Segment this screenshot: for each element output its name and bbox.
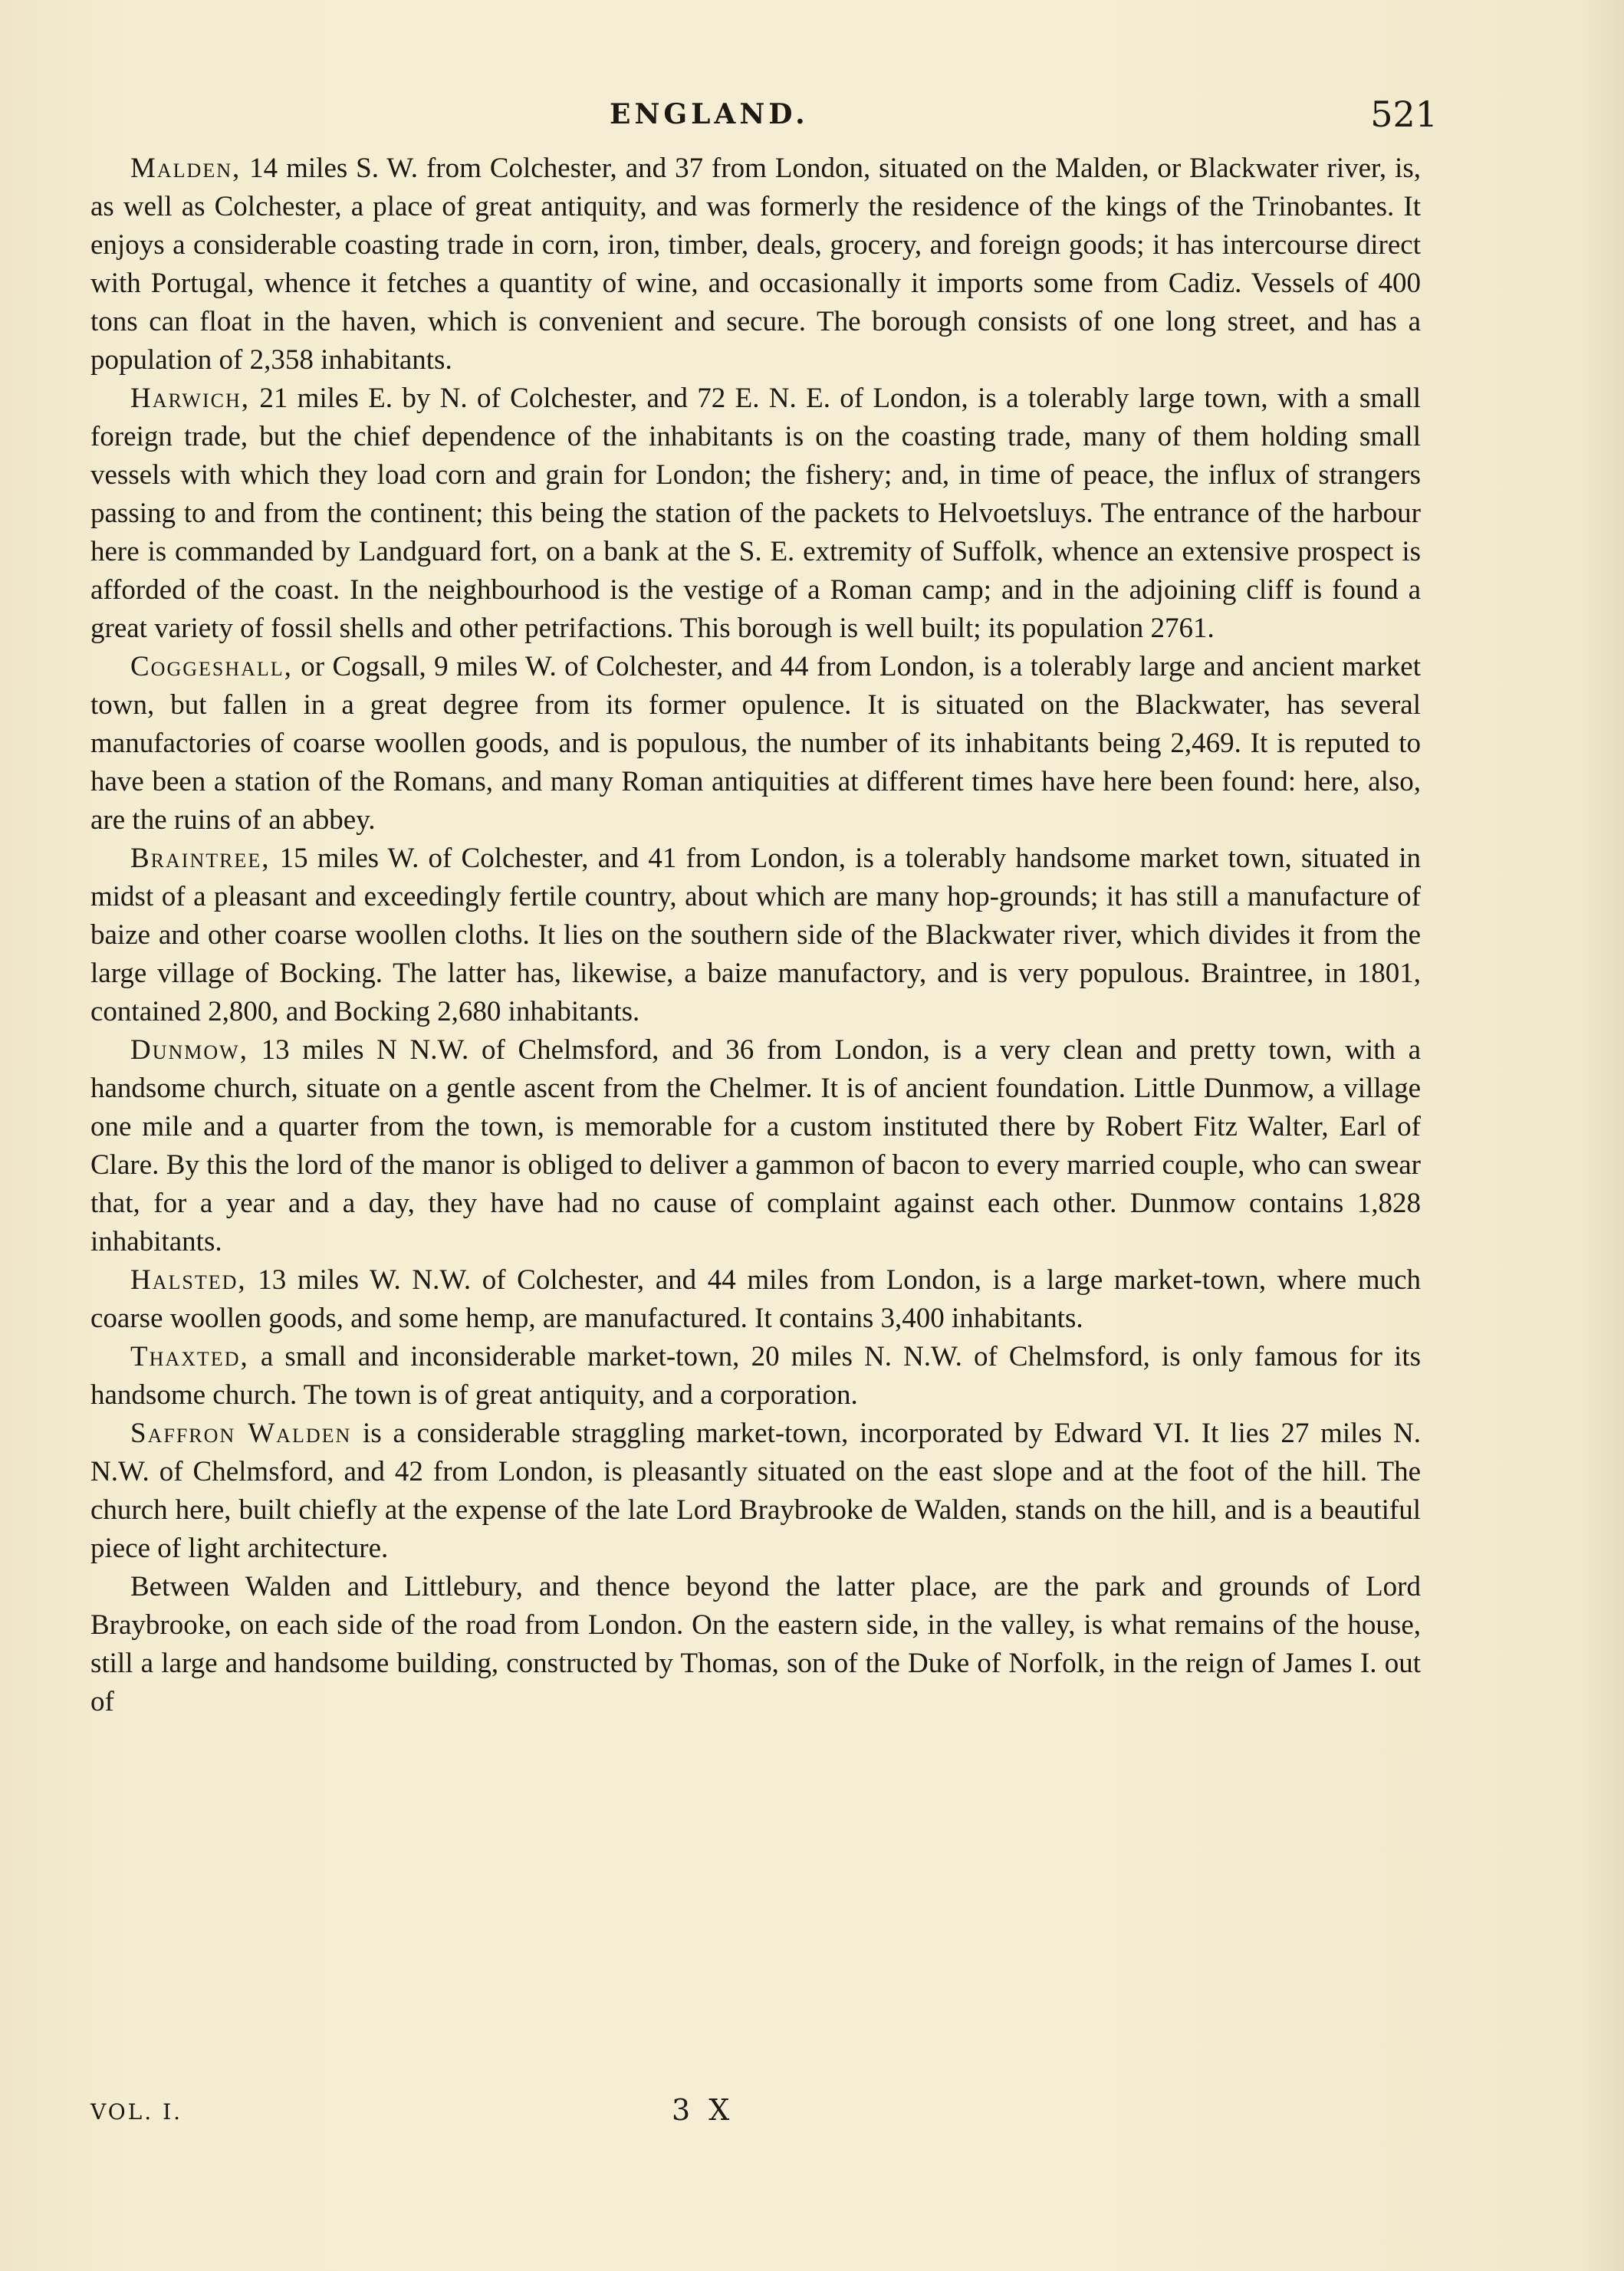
paragraph-dunmow (90, 1031, 1421, 1261)
paragraph-text: is a considerable straggling market-town, incorporated by Edward VI. It lies 27 miles N. N.W. of Chelmsford, and 42 from London, is pleasantly situated on the east slope and at the foot of the hill. The church here, built chiefly at the expense of the late Lord Braybrooke de Walden, stands on the hill, and is a beautiful piece of light architecture. (90, 1418, 1422, 1564)
place-name: Harwich, (130, 383, 250, 414)
paragraph-text: 15 miles W. of Colchester, and 41 from London, is a tolerably handsome market town, situated in midst of a pleasant and exceedingly fertile country, about which are many hop-grounds; it has still a manufacture of baize and other coarse woollen cloths. It lies on the southern side of the Blackwater river, which divides it from the large village of Bocking. The latter has, likewise, a baize manufactory, and is very populous. Braintree, in 1801, contained 2,800, and Bocking 2,680 inhabitants. (90, 843, 1421, 1027)
page-fold-shadow (1578, 0, 1624, 2271)
place-name: Dunmow, (130, 1034, 248, 1066)
signature-mark: 3 X (672, 2093, 735, 2127)
paragraph-text: 21 miles E. by N. of Colchester, and 72 E. N. E. of London, is a tolerably large town, with a small foreign trade, but the chief dependence of the inhabitants is on the coasting trade, many of them holding small vessels with which they load corn and grain for London; the fishery; and, in time of peace, the influx of strangers passing to and from the continent; this being the station of the packets to Helvoetsluys. The entrance of the harbour here is commanded by Landguard fort, on a bank at the S. E. extremity of Suffolk, whence an extensive prospect is afforded of the coast. In the neighbourhood is the vestige of a Roman camp; and in the adjoining cliff is found a great variety of fossil shells and other petrifactions. This borough is well built; its population 2761. (90, 383, 1421, 644)
body-text (90, 150, 1421, 1721)
page-footer (90, 2093, 1421, 2138)
paragraph-halsted (90, 1261, 1421, 1338)
place-name: Saffron Walden (130, 1418, 352, 1449)
running-head: ENGLAND. (610, 98, 809, 130)
volume-label: VOL. I. (90, 2099, 183, 2125)
paragraph-harwich (90, 380, 1421, 648)
place-name: Thaxted, (130, 1341, 249, 1372)
paragraph-text: 14 miles S. W. from Colchester, and 37 from London, situated on the Malden, or Blackwater river, is, as well as Colchester, a place of great antiquity, and was formerly the residence of the kings of the Trinobantes. It enjoys a considerable coasting trade in corn, iron, timber, deals, grocery, and foreign goods; it has intercourse direct with Portugal, whence it fetches a quantity of wine, and occasionally it imports some from Cadiz. Vessels of 400 tons can float in the haven, which is convenient and secure. The borough consists of one long street, and has a population of 2,358 inhabitants. (90, 153, 1421, 376)
paragraph-text: a small and inconsiderable market-town, 20 miles N. N.W. of Chelmsford, is only famous for its handsome church. The town is of great antiquity, and a corporation. (90, 1341, 1421, 1411)
paragraph-saffron-walden (90, 1415, 1421, 1568)
paragraph-braintree (90, 840, 1421, 1031)
page-header (610, 94, 1438, 144)
paragraph-thaxted (90, 1338, 1421, 1415)
place-name: Malden, (130, 153, 242, 184)
paragraph-coggeshall (90, 648, 1421, 840)
paragraph-text: 13 miles N N.W. of Chelmsford, and 36 from London, is a very clean and pretty town, with a handsome church, situate on a gentle ascent from the Chelmer. It is of ancient foundation. Little Dunmow, a village one mile and a quarter from the town, is memorable for a custom instituted there by Robert Fitz Walter, Earl of Clare. By this the lord of the manor is obliged to deliver a gammon of bacon to every married couple, who can swear that, for a year and a day, they have had no cause of complaint against each other. Dunmow contains 1,828 inhabitants. (90, 1034, 1421, 1257)
paragraph-text: 13 miles W. N.W. of Colchester, and 44 miles from London, is a large market-town, where much coarse woollen goods, and some hemp, are manufactured. It contains 3,400 inhabitants. (90, 1264, 1421, 1334)
place-name: Coggeshall, (130, 651, 293, 682)
paragraph-text: Between Walden and Littlebury, and thence beyond the latter place, are the park and grounds of Lord Braybrooke, on each side of the road from London. On the eastern side, in the valley, is what remains of the house, still a large and handsome building, constructed by Thomas, son of the Duke of Norfolk, in the reign of James I. out of (90, 1571, 1421, 1717)
page-number: 521 (1370, 94, 1438, 135)
paragraph-text: or Cogsall, 9 miles W. of Colchester, and 44 from London, is a tolerably large and ancient market town, but fallen in a great degree from its former opulence. It is situated on the Blackwater, has several manufactories of coarse woollen goods, and is populous, the number of its inhabitants being 2,469. It is reputed to have been a station of the Romans, and many Roman antiquities at different times have here been found: here, also, are the ruins of an abbey. (90, 651, 1421, 836)
place-name: Braintree, (130, 843, 271, 874)
place-name: Halsted, (130, 1264, 247, 1296)
paragraph-malden (90, 150, 1421, 380)
paragraph-between-walden (90, 1568, 1421, 1721)
